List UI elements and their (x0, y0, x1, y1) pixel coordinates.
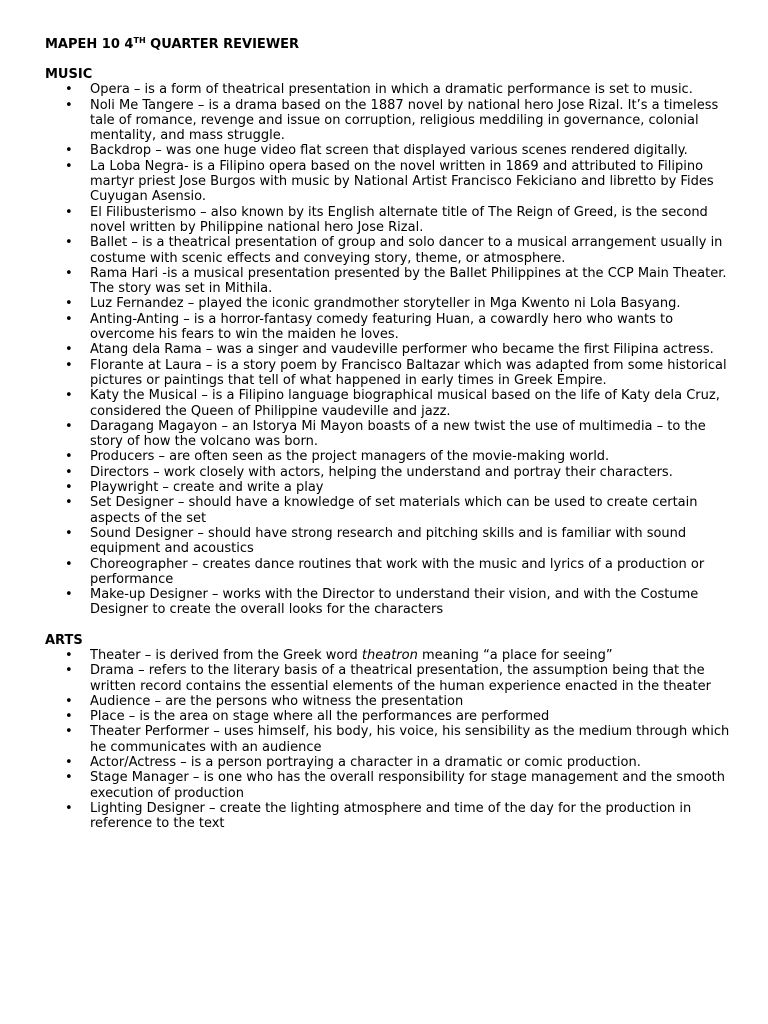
list-item-text: Place – is the area on stage where all the performances are performed (90, 709, 550, 725)
list-item (45, 449, 735, 464)
list-item-text: Opera – is a form of theatrical presentation in which a dramatic performance is set to music. (90, 82, 693, 98)
document-page (45, 37, 735, 832)
list-item (45, 557, 735, 588)
bullet-icon: • (65, 97, 73, 113)
list-item-text: Ballet – is a theatrical presentation of group and solo dancer to a musical arrangement usually in costume with scenic effects and conveying story, theme, or atmosphere. (90, 235, 723, 266)
list-item-text: Drama – refers to the literary basis of a theatrical presentation, the assumption being that the written record contains the essential elements of the human experience enacted in the theater (90, 663, 711, 694)
list-item (45, 358, 735, 389)
bullet-icon: • (65, 311, 73, 327)
list-item (45, 663, 735, 694)
bullet-icon: • (65, 663, 73, 679)
theater-text-before: Theater – is derived from the Greek word (90, 647, 362, 663)
list-item (45, 694, 735, 709)
bullet-icon: • (65, 143, 73, 159)
list-item (45, 235, 735, 266)
title-suffix: QUARTER REVIEWER (145, 37, 300, 52)
list-item (45, 312, 735, 343)
list-item (45, 388, 735, 419)
list-item (45, 342, 735, 357)
list-item (45, 296, 735, 311)
list-item-text: Florante at Laura – is a story poem by Francisco Baltazar which was adapted from some historical pictures or paintings that tell of what happened in early times in Greek Empire. (90, 357, 727, 388)
list-item (45, 801, 735, 832)
list-item-text: Audience – are the persons who witness the presentation (90, 693, 464, 709)
list-item-text: Daragang Magayon – an Istorya Mi Mayon boasts of a new twist the use of multimedia – to the story of how the volcano was born. (90, 418, 706, 450)
list-item (45, 724, 735, 755)
list-item-text: Choreographer – creates dance routines that work with the music and lyrics of a production or performance (90, 556, 705, 587)
bullet-icon: • (65, 357, 73, 373)
list-item-text: Theater Performer – uses himself, his body, his voice, his sensibility as the medium through which he communicates with an audience (90, 724, 730, 755)
bullet-icon: • (65, 480, 73, 496)
list-item-text: Set Designer – should have a knowledge of set materials which can be used to create certain aspects of the set (90, 495, 698, 526)
list-item-text: Noli Me Tangere – is a drama based on the 1887 novel by national hero Jose Rizal. It’s a timeless tale of romance, revenge and issue on corruption, religious meddiling in governance, colonial mentality, and mass struggle. (90, 97, 719, 144)
list-item-text (90, 648, 613, 663)
list-item (45, 205, 735, 236)
bullet-icon: • (65, 709, 73, 725)
list-item (45, 480, 735, 495)
list-item (45, 266, 735, 297)
bullet-icon: • (65, 342, 73, 358)
list-item (45, 755, 735, 770)
list-item (45, 709, 735, 724)
list-item (45, 587, 735, 618)
bullet-icon: • (65, 525, 73, 541)
list-item-text: La Loba Negra- is a Filipino opera based on the novel written in 1869 and attributed to Filipino martyr priest Jose Burgos with music by National Artist Francisco Fekiciano and libretto by Fides Cuyugan Asensio. (90, 158, 714, 205)
bullet-icon: • (65, 265, 73, 281)
bullet-icon: • (65, 755, 73, 771)
list-item-text: Make-up Designer – works with the Director to understand their vision, and with the Costume Designer to create the overall looks for the characters (90, 587, 699, 618)
list-item (45, 495, 735, 526)
bullet-icon: • (65, 388, 73, 404)
list-item (45, 770, 735, 801)
bullet-icon: • (65, 464, 73, 480)
arts-heading: ARTS (45, 632, 83, 648)
title-superscript: TH (133, 36, 146, 45)
list-item-text: Sound Designer – should have strong research and pitching skills and is familiar with sound equipment and acoustics (90, 525, 687, 557)
bullet-icon: • (65, 82, 73, 98)
bullet-icon: • (65, 800, 73, 816)
document-title (45, 37, 735, 53)
list-item-text: Katy the Musical – is a Filipino language biographical musical based on the life of Katy dela Cruz, considered the Queen of Philippine vaudeville and jazz. (90, 388, 720, 419)
list-item-text: Atang dela Rama – was a singer and vaudeville performer who became the first Filipina actress. (90, 342, 714, 358)
bullet-icon: • (65, 693, 73, 709)
list-item (45, 98, 735, 144)
list-item (45, 82, 735, 97)
list-item-text: Rama Hari -is a musical presentation presented by the Ballet Philippines at the CCP Main Theater. The story was set in Mithila. (90, 265, 727, 297)
title-prefix: MAPEH 10 4 (45, 37, 134, 52)
list-item-text: El Filibusterismo – also known by its English alternate title of The Reign of Greed, is the second novel written by Philippine national hero Jose Rizal. (90, 204, 708, 235)
bullet-icon: • (65, 418, 73, 434)
list-item-text: Anting-Anting – is a horror-fantasy comedy featuring Huan, a cowardly hero who wants to overcome his fears to win the maiden he loves. (90, 311, 674, 343)
music-list (45, 82, 735, 617)
list-item (45, 465, 735, 480)
list-item (45, 159, 735, 205)
list-item-text: Lighting Designer – create the lighting atmosphere and time of the day for the production in reference to the text (90, 800, 692, 832)
list-item-text: Backdrop – was one huge video flat screen that displayed various scenes rendered digitally. (90, 143, 688, 159)
list-item-text: Actor/Actress – is a person portraying a character in a dramatic or comic production. (90, 755, 641, 771)
list-item-text: Producers – are often seen as the project managers of the movie-making world. (90, 449, 610, 465)
bullet-icon: • (65, 587, 73, 603)
bullet-icon: • (65, 770, 73, 786)
list-item-text: Luz Fernandez – played the iconic grandmother storyteller in Mga Kwento ni Lola Basyang. (90, 296, 681, 312)
list-item-text: Stage Manager – is one who has the overall responsibility for stage management and the smooth execution of production (90, 770, 725, 801)
music-heading: MUSIC (45, 67, 93, 82)
bullet-icon: • (65, 449, 73, 465)
list-item-text: Playwright – create and write a play (90, 480, 324, 496)
list-item-text: Directors – work closely with actors, helping the understand and portray their characters. (90, 464, 673, 480)
bullet-icon: • (65, 647, 73, 663)
bullet-icon: • (65, 724, 73, 740)
bullet-icon: • (65, 204, 73, 220)
theater-text-after: meaning “a place for seeing” (417, 647, 613, 663)
bullet-icon: • (65, 235, 73, 251)
list-item (45, 648, 735, 663)
list-item (45, 526, 735, 557)
list-item (45, 143, 735, 158)
list-item (45, 419, 735, 450)
arts-list (45, 648, 735, 832)
section-spacer (45, 618, 735, 633)
theater-emphasis: theatron (361, 647, 418, 663)
bullet-icon: • (65, 556, 73, 572)
bullet-icon: • (65, 158, 73, 174)
bullet-icon: • (65, 495, 73, 511)
bullet-icon: • (65, 296, 73, 312)
